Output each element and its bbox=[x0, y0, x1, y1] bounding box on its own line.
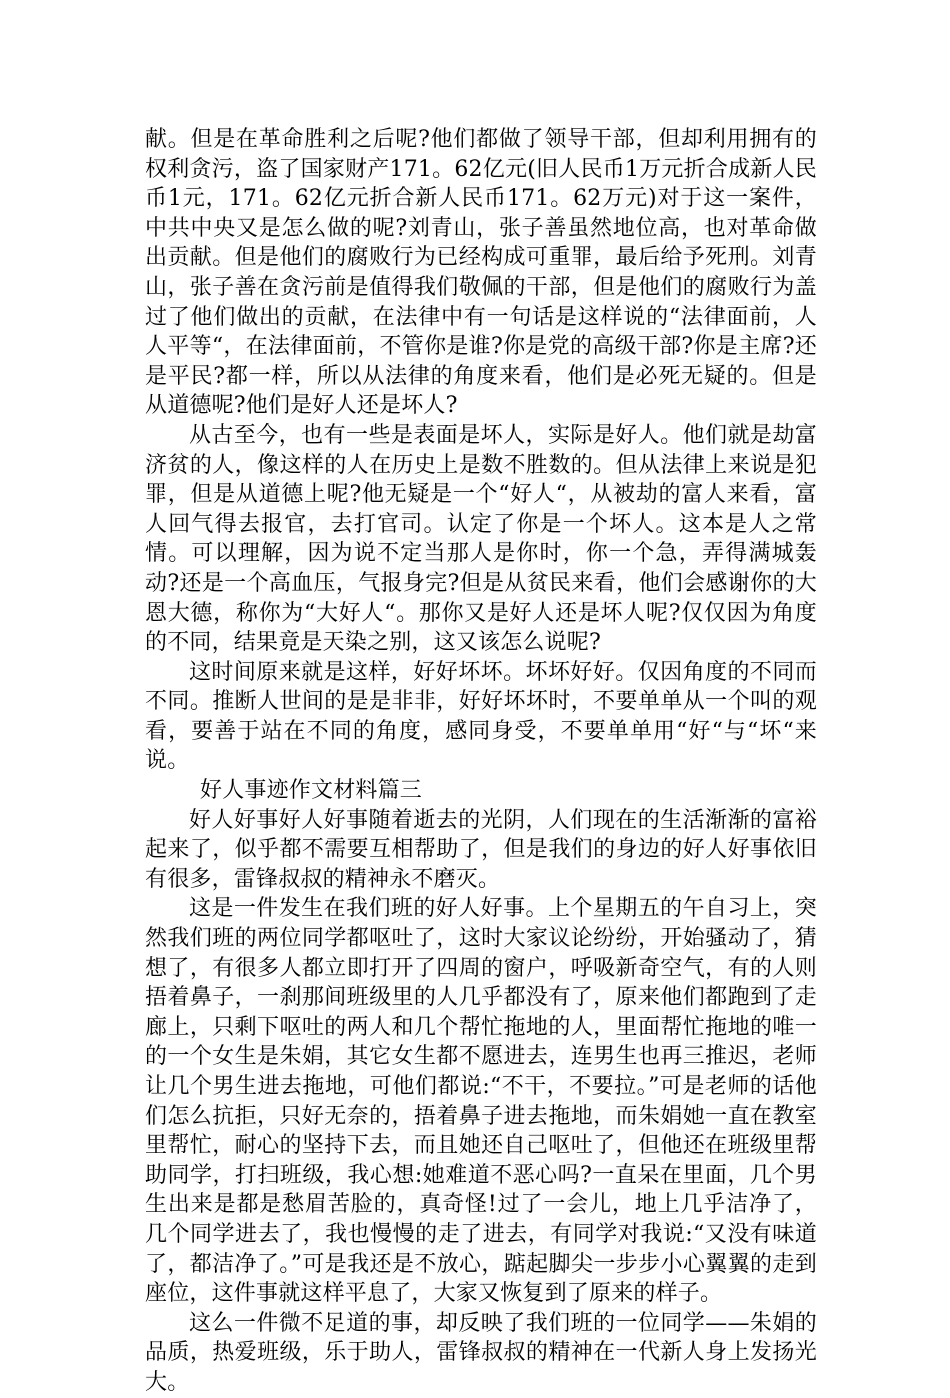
paragraph-story: 这是一件发生在我们班的好人好事。上个星期五的午自习上，突然我们班的两位同学都呕吐了，这时大家议论纷纷，开始骚动了，猜想了，有很多人都立即打开了四周的窗户，呼吸新奇空气，有的人则捂着鼻子，一刹那间班级里的人几乎都没有了，原来他们都跑到了走廊上，只剩下呕吐的两人和几个帮忙拖地的人，里面帮忙拖地的唯一的一个女生是朱娟，其它女生都不愿进去，连男生也再三推迟，老师让几个男生进去拖地，可他们都说:“不干，不要拉。”可是老师的话他们怎么抗拒，只好无奈的，捂着鼻子进去拖地，而朱娟她一直在教室里帮忙，耐心的坚持下去，而且她还自己呕吐了，但他还在班级里帮助同学，打扫班级，我心想:她难道不恶心吗?一直呆在里面，几个男生出来是都是愁眉苦脸的，真奇怪!过了一会儿，地上几乎洁净了，几个同学进去了，我也慢慢的走了进去，有同学对我说:“又没有味道了，都洁净了。”可是我还是不放心，踮起脚尖一步步小心翼翼的走到座位，这件事就这样平息了，大家又恢复到了原来的样子。 bbox=[145, 896, 817, 1307]
paragraph-conclusion: 这么一件微不足道的事，却反映了我们班的一位同学——朱娟的品质，热爱班级，乐于助人，雷锋叔叔的精神在一代新人身上发扬光大。 bbox=[145, 1310, 817, 1395]
section-heading: 好人事迹作文材料篇三 bbox=[200, 778, 423, 804]
paragraph-intro: 好人好事好人好事随着逝去的光阴，人们现在的生活渐渐的富裕起来了，似乎都不需要互相帮助了，但是我们的身边的好人好事依旧有很多，雷锋叔叔的精神永不磨灭。 bbox=[145, 807, 817, 892]
paragraph-perspective: 这时间原来就是这样，好好坏坏。坏坏好好。仅因角度的不同而不同。推断人世间的是是非非，好好坏坏时，不要单单从一个叫的观看，要善于站在不同的角度，感同身受，不要单单用“好“与“坏“来说。 bbox=[145, 659, 817, 774]
document-page bbox=[145, 125, 817, 1398]
paragraph-robin-hood: 从古至今，也有一些是表面是坏人，实际是好人。他们就是劫富济贫的人，像这样的人在历史上是数不胜数的。但从法律上来说是犯罪，但是从道德上呢?他无疑是一个“好人“，从被劫的富人来看，富人回气得去报官，去打官司。认定了你是一个坏人。这本是人之常情。可以理解，因为说不定当那人是你时，你一个急，弄得满城轰动?还是一个高血压，气报身完?但是从贫民来看，他们会感谢你的大恩大德，称你为“大好人“。那你又是好人还是坏人呢?仅仅因为角度的不同，结果竟是天染之别，这又该怎么说呢? bbox=[145, 422, 817, 656]
paragraph-continued: 献。但是在革命胜利之后呢?他们都做了领导干部，但却利用拥有的权利贪污，盗了国家财产171。62亿元(旧人民币1万元折合成新人民币1元，171。62亿元折合新人民币171。62万元)对于这一案件，中共中央又是怎么做的呢?刘青山，张子善虽然地位高，也对革命做出贡献。但是他们的腐败行为已经构成可重罪，最后给予死刑。刘青山，张子善在贪污前是值得我们敬佩的干部，但是他们的腐败行为盖过了他们做出的贡献，在法律中有一句话是这样说的“法律面前，人人平等“，在法律面前，不管你是谁?你是党的高级干部?你是主席?还是平民?都一样，所以从法律的角度来看，他们是必死无疑的。但是从道德呢?他们是好人还是坏人? bbox=[145, 127, 817, 419]
